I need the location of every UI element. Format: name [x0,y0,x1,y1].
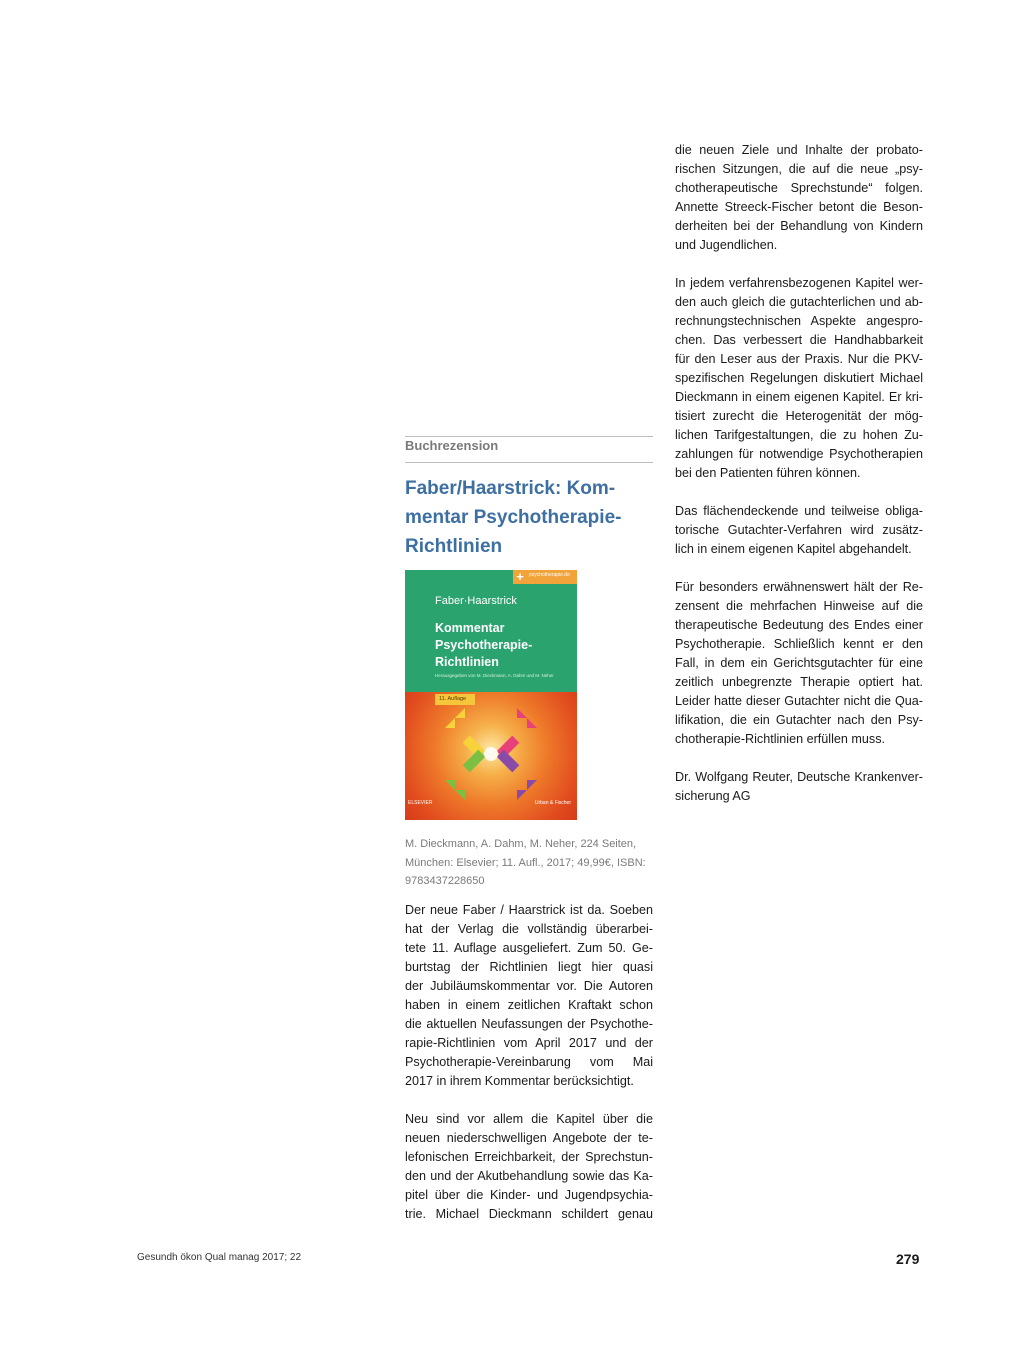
text-line: Psychotherapie. Schließlich kennt er den [675,637,923,651]
text-line: und Jugendlichen. [675,238,778,252]
paragraph [405,901,653,1091]
text-line: therapeutische Bedeutung des Endes einer [675,618,923,632]
page-number: 279 [896,1251,920,1267]
section-rule-bottom [405,462,653,463]
section-label: Buchrezension [405,438,499,453]
text-line: neuen niederschwelligen Angebote der te- [405,1131,653,1145]
text-line: Psychotherapie-Vereinbarung vom Mai [405,1055,653,1069]
cover-editors: Herausgegeben von M. Dieckmann, A. Dahm und M. Neher [435,673,554,678]
text-line: lefonischen Erreichbarkeit, der Sprechstun- [405,1150,653,1164]
text-line: pitel über die Kinder- und Jugendpsychia- [405,1188,653,1202]
text-line: Das flächendeckende und teilweise obliga- [675,504,923,518]
cover-title-line: Psychotherapie- [435,638,533,652]
text-line: derheiten bei der Behandlung von Kindern [675,219,923,233]
text-line: chotherapie-Richtlinien erfüllen muss. [675,732,885,746]
title-line: Faber/Haarstrick: Kom- [405,478,616,499]
text-line: burtstag der Richtlinien liegt hier quasi [405,960,653,974]
paragraph [675,578,923,749]
text-line: rapie-Richtlinien vom April 2017 und der [405,1036,653,1050]
cover-web-badge [513,570,577,584]
middle-column [405,901,653,1243]
text-line: tisiert zurecht die Heterogenität der mög- [675,409,923,423]
text-line: spezifischen Regelungen diskutiert Michael [675,371,923,385]
caption-line: München: Elsevier; 11. Aufl., 2017; 49,99€, ISBN: [405,856,646,869]
text-line: rischen Sitzungen, die auf die neue „psy- [675,162,923,176]
text-line: Für besonders erwähnenswert hält der Re- [675,580,923,594]
cover-publisher-left: ELSEVIER [408,800,433,806]
text-line: zeitlich unbegrenzte Therapie optiert hat. [675,675,923,689]
text-line: Dr. Wolfgang Reuter, Deutsche Krankenver- [675,770,923,784]
text-line: bei den Patienten führen können. [675,466,861,480]
text-line: trie. Michael Dieckmann schildert genau [405,1207,653,1221]
right-column [675,141,923,825]
text-line: Dieckmann in einem eigenen Kapitel. Er kri- [675,390,923,404]
text-line: chen. Das verbessert die Handhabbarkeit [675,333,923,347]
text-line: zahlungen für notwendige Psychotherapien [675,447,923,461]
paragraph [405,1110,653,1224]
book-caption [405,835,657,891]
text-line: die neuen Ziele und Inhalte der probato- [675,143,923,157]
text-line: Annette Streeck-Fischer betont die Beson- [675,200,923,214]
text-line: torische Gutachter-Verfahren wird zusätz- [675,523,923,537]
text-line: rechnungstechnischen Aspekte angespro- [675,314,923,328]
text-line: tete 11. Auflage ausgeliefert. Zum 50. Ge- [405,941,653,955]
cover-edition-badge: 11. Auflage [435,694,475,705]
cover-publisher-right: Urban & Fischer [534,800,571,806]
text-line: chotherapeutische Sprechstunde“ folgen. [675,181,923,195]
paragraph [675,141,923,255]
title-line: Richtlinien [405,536,503,557]
reviewer-signature [675,768,923,806]
cover-title-line: Kommentar [435,621,505,635]
cover-title [435,620,532,671]
text-line: zensent die mehrfachen Hinweise auf die [675,599,923,613]
text-line: der Jubiläumskommentar vor. Die Autoren [405,979,653,993]
section-rule-top [405,436,653,437]
text-line: den auch gleich die gutachterlichen und ab- [675,295,923,309]
text-line: Neu sind vor allem die Kapitel über die [405,1112,653,1126]
text-line: Der neue Faber / Haarstrick ist da. Soeben [405,903,653,917]
text-line: haben in einem zeitlichen Kraftakt schon [405,998,653,1012]
cover-web-url: psychotherapie.de [529,572,570,578]
text-line: für den Leser aus der Praxis. Nur die PKV- [675,352,923,366]
text-line: 2017 in ihrem Kommentar berücksichtigt. [405,1074,634,1088]
title-line: mentar Psychotherapie- [405,507,622,528]
journal-citation: Gesundh ökon Qual manag 2017; 22 [137,1252,302,1263]
caption-line: 9783437228650 [405,875,485,887]
cover-authors: Faber·Haarstrick [435,595,517,607]
text-line: Leider hatte dieser Gutachter nicht die Qua- [675,694,923,708]
text-line: sicherung AG [675,789,751,803]
text-line: die aktuellen Neufassungen der Psychothe- [405,1017,653,1031]
book-cover-image [405,570,577,820]
paragraph [675,274,923,483]
text-line: Fall, in dem ein Gerichtsgutachter für eine [675,656,923,670]
text-line: lifikation, die ein Gutachter nach den Psy- [675,713,923,727]
text-line: In jedem verfahrensbezogenen Kapitel wer- [675,276,923,290]
plus-icon: + [513,570,527,584]
text-line: den und der Akutbehandlung sowie das Ka- [405,1169,653,1183]
caption-line: M. Dieckmann, A. Dahm, M. Neher, 224 Seiten, [405,838,637,850]
paragraph [675,502,923,559]
arrow-purple-icon [497,750,537,800]
cover-title-line: Richtlinien [435,655,499,669]
text-line: hat der Verlag die vollständig überarbei- [405,922,653,936]
article-title [405,474,655,561]
text-line: lichen Tarifgestaltungen, die zu hohen Zu- [675,428,923,442]
arrow-green-icon [445,750,485,800]
text-line: lich in einem eigenen Kapitel abgehandelt. [675,542,912,556]
